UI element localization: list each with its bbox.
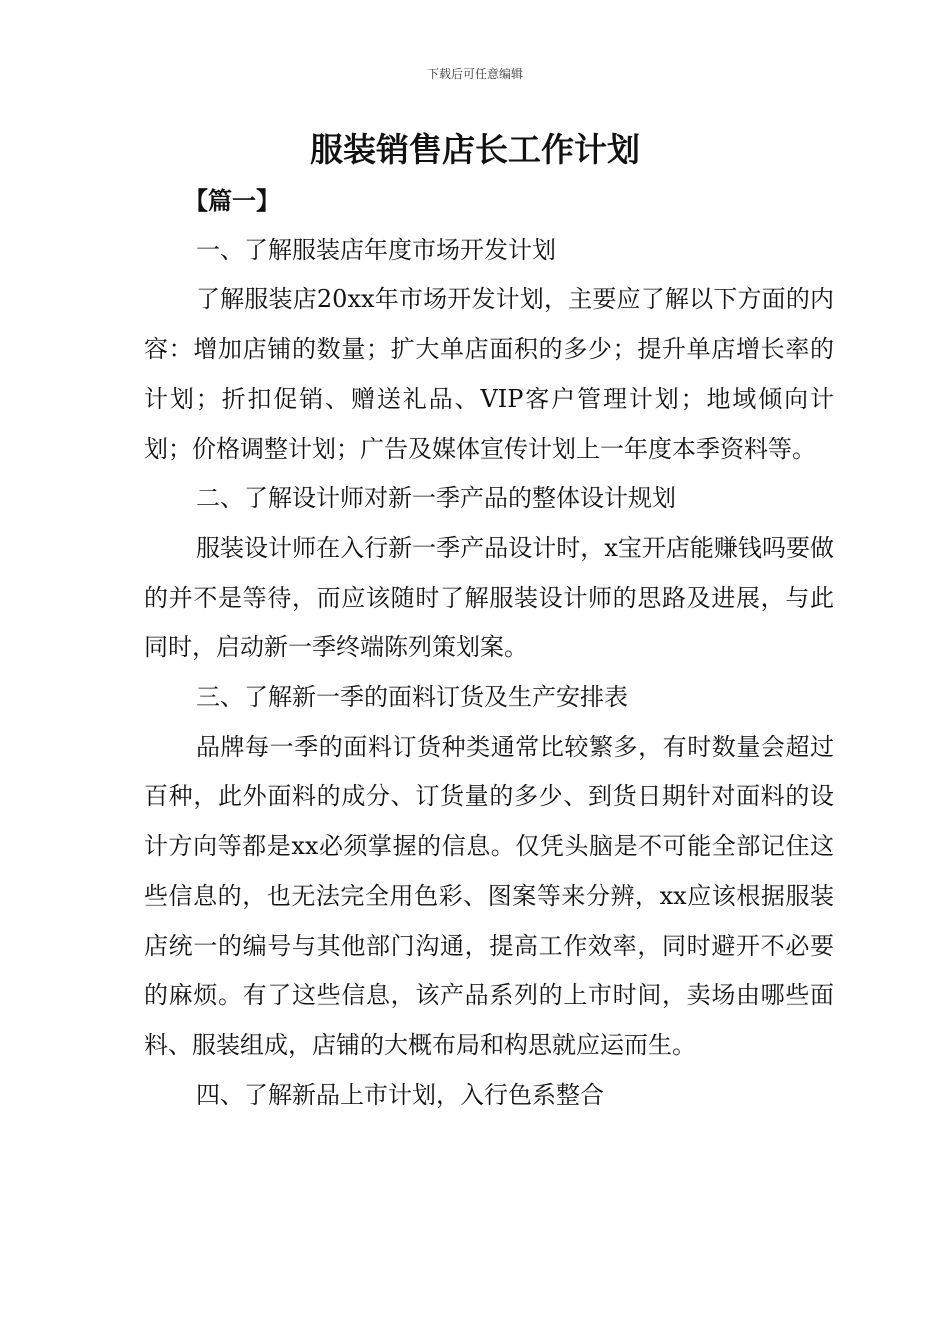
- paragraph-1: 了解服装店20xx年市场开发计划，主要应了解以下方面的内容：增加店铺的数量；扩大单店面积的多少；提升单店增长率的计划；折扣促销、赠送礼品、VIP客户管理计划；地域倾向计划；价格调整计划；广告及媒体宣传计划上一年度本季资料等。: [144, 285, 834, 463]
- section-heading-4: 四、了解新品上市计划，入行色系整合: [196, 1080, 604, 1109]
- section-heading-2: 二、了解设计师对新一季产品的整体设计规划: [196, 484, 676, 513]
- paragraph-3: 品牌每一季的面料订货种类通常比较繁多，有时数量会超过百种，此外面料的成分、订货量的多少、到货日期针对面料的设计方向等都是xx必须掌握的信息。仅凭头脑是不可能全部记住这些信息的，也无法完全用色彩、图案等来分辨，xx应该根据服装店统一的编号与其他部门沟通，提高工作效率，同时避开不必要的麻烦。有了这些信息，该产品系列的上市时间，卖场由哪些面料、服装组成，店铺的大概布局和构思就应运而生。: [144, 732, 834, 1059]
- section-tag: 【篇一】: [184, 186, 280, 215]
- header-note: 下载后可任意编辑: [426, 67, 523, 81]
- document-title: 服装销售店长工作计划: [310, 130, 640, 169]
- section-heading-3: 三、了解新一季的面料订货及生产安排表: [196, 683, 628, 712]
- document-body: [144, 176, 834, 1120]
- section-heading-1: 一、了解服装店年度市场开发计划: [196, 235, 556, 264]
- paragraph-2: 服装设计师在入行新一季产品设计时，x宝开店能赚钱吗要做的并不是等待，而应该随时了解服装设计师的思路及进展，与此同时，启动新一季终端陈列策划案。: [144, 533, 834, 662]
